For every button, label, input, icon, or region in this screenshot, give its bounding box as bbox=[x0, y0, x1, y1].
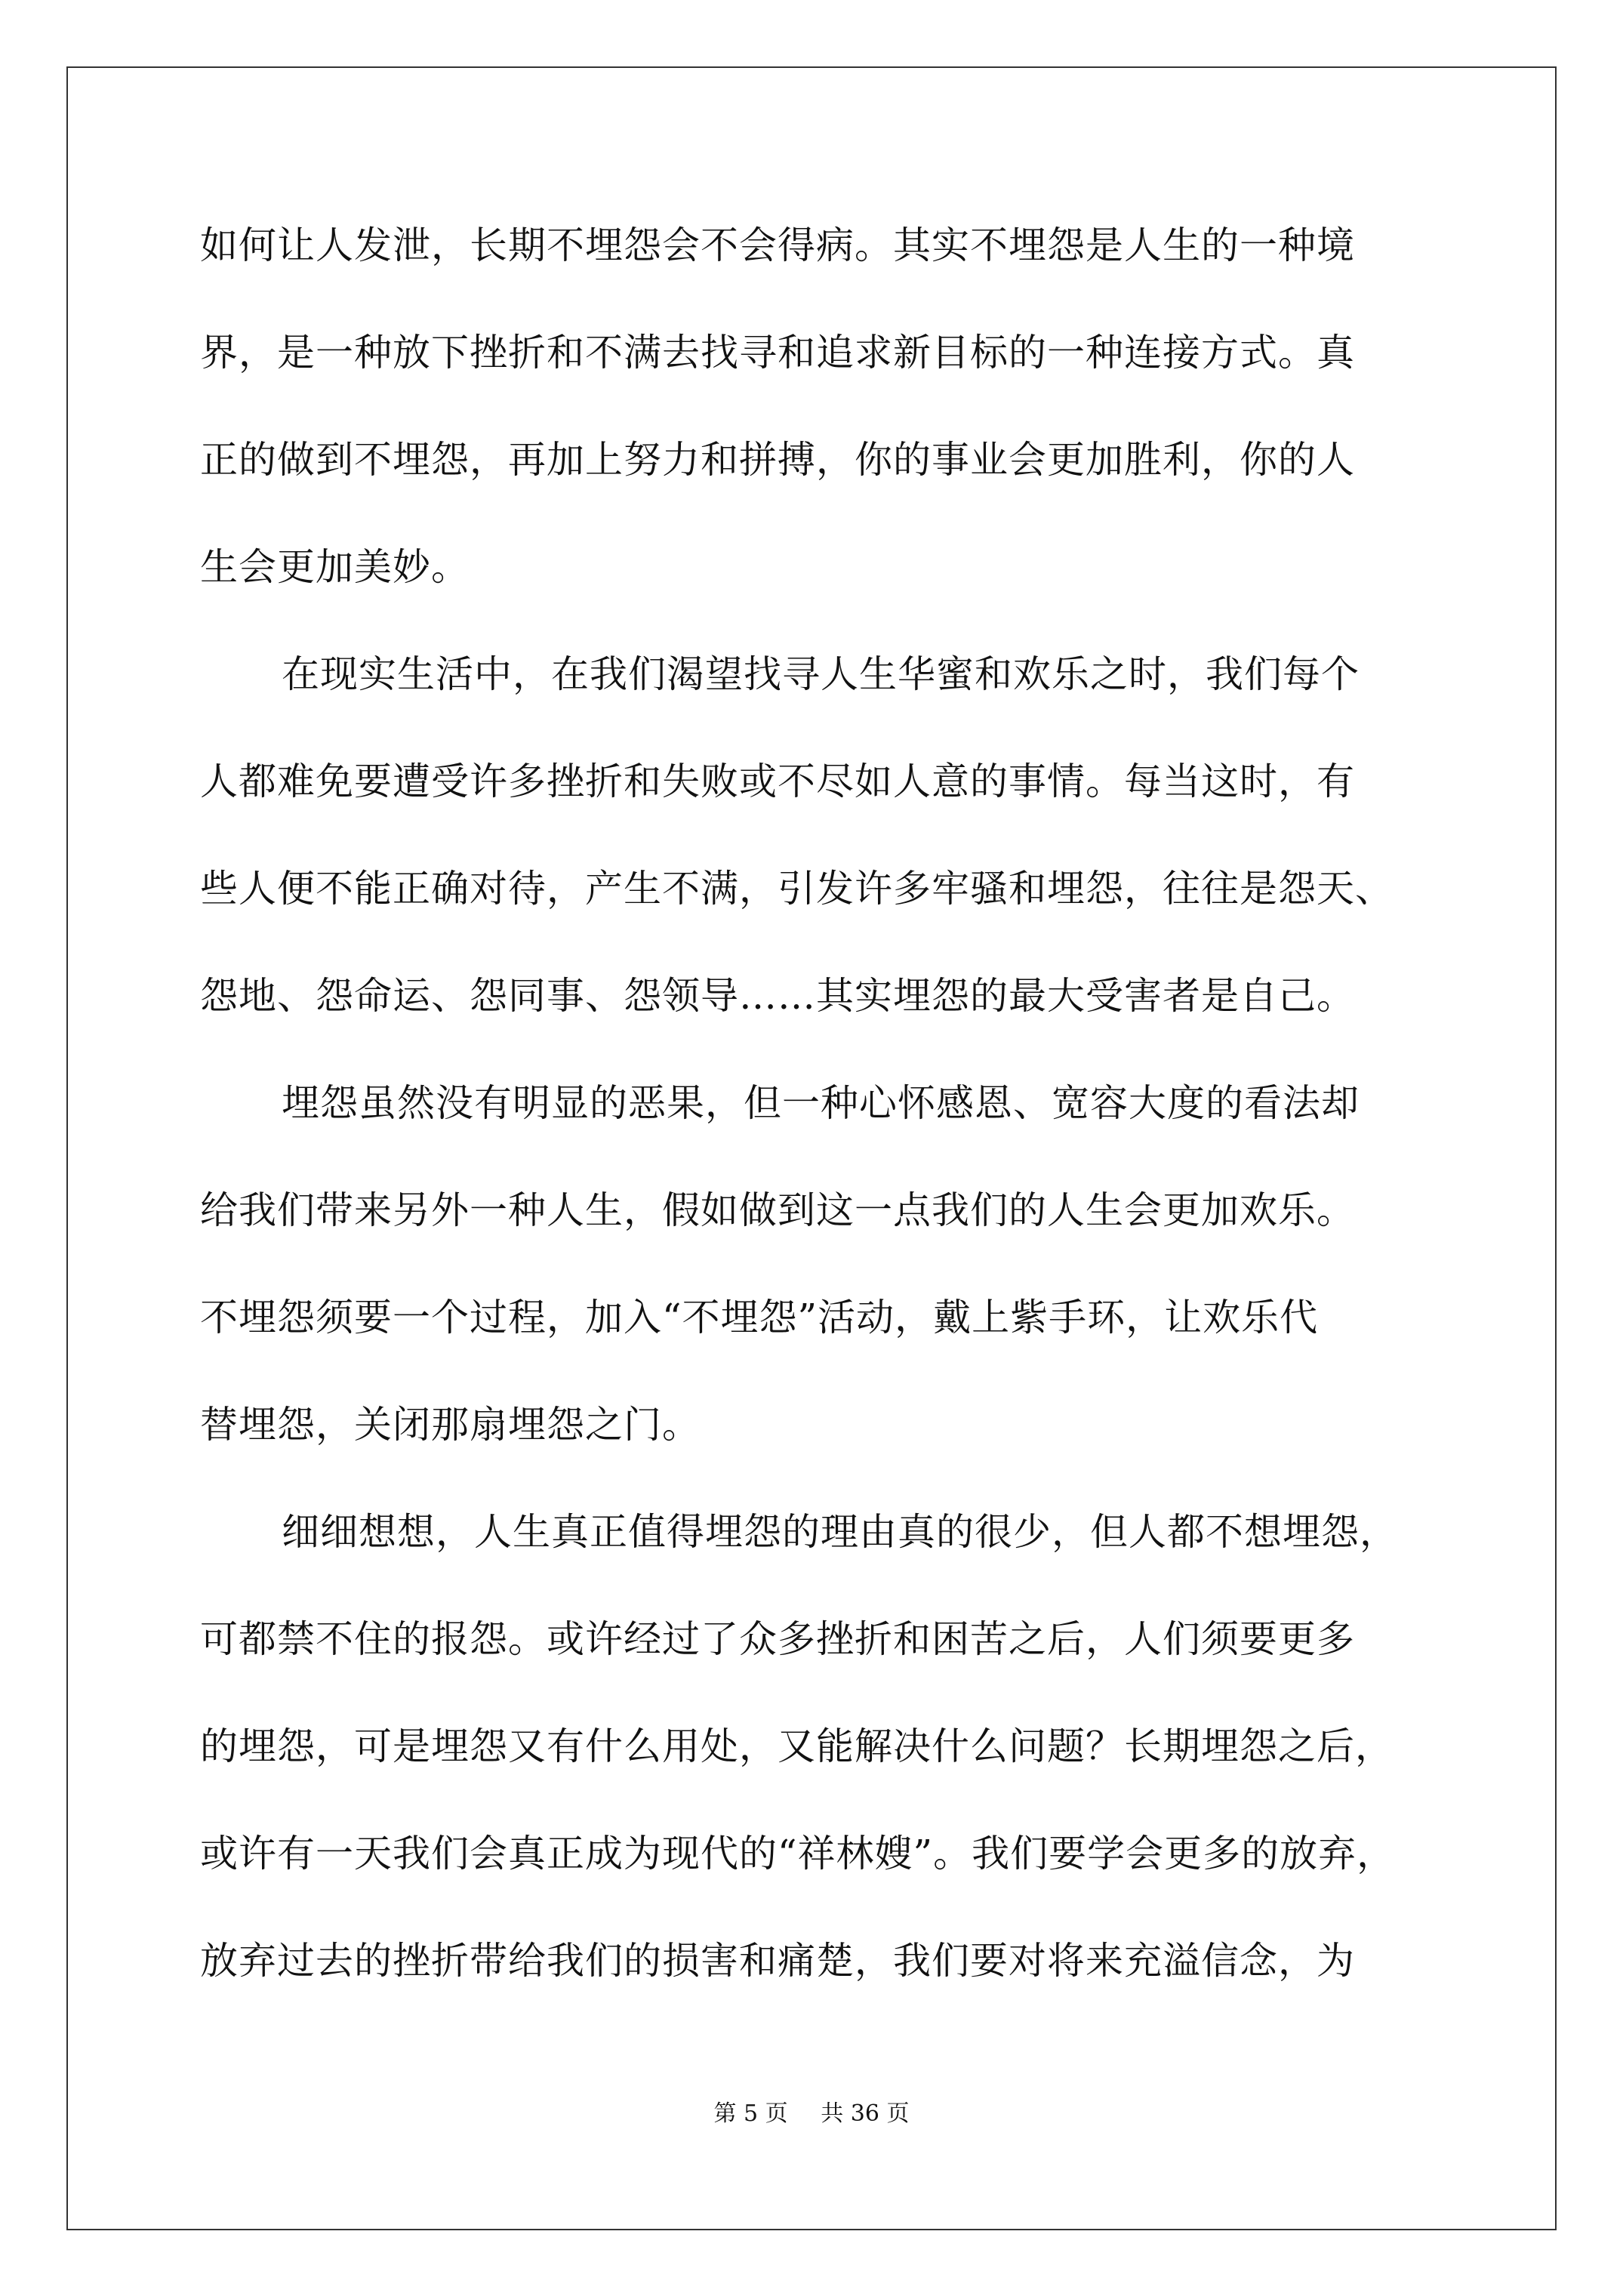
text-line: 怨地、怨命运、怨同事、怨领导……其实埋怨的最大受害者是自己。 bbox=[200, 974, 1355, 1018]
text-line: 些人便不能正确对待，产生不满，引发许多牢骚和埋怨，往往是怨天、 bbox=[200, 867, 1394, 911]
text-line: 可都禁不住的报怨。或许经过了众多挫折和困苦之后，人们须要更多 bbox=[200, 1617, 1355, 1661]
text-line: 或许有一天我们会真正成为现代的“祥林嫂”。我们要学会更多的放弃， bbox=[200, 1832, 1396, 1875]
text-line: 放弃过去的挫折带给我们的损害和痛楚，我们要对将来充溢信念，为 bbox=[200, 1939, 1355, 1983]
page-number: 第 5 页 bbox=[713, 2100, 788, 2127]
text-line: 生会更加美妙。 bbox=[200, 545, 470, 589]
text-line: 不埋怨须要一个过程，加入“不埋怨”活动，戴上紫手环，让欢乐代 bbox=[200, 1296, 1319, 1339]
paragraph-first-line: 埋怨虽然没有明显的恶果，但一种心怀感恩、宽容大度的看法却 bbox=[282, 1081, 1360, 1125]
text-line: 人都难免要遭受许多挫折和失败或不尽如人意的事情。每当这时，有 bbox=[200, 760, 1355, 803]
text-line: 正的做到不埋怨，再加上努力和拼搏，你的事业会更加胜利，你的人 bbox=[200, 438, 1355, 482]
page-total: 共 36 页 bbox=[821, 2100, 910, 2127]
text-line: 替埋怨，关闭那扇埋怨之门。 bbox=[200, 1403, 701, 1447]
page-footer bbox=[0, 2099, 1623, 2129]
text-line: 如何让人发泄，长期不埋怨会不会得病。其实不埋怨是人生的一种境 bbox=[200, 223, 1355, 267]
text-line: 界，是一种放下挫折和不满去找寻和追求新目标的一种连接方式。真 bbox=[200, 331, 1355, 374]
page-frame bbox=[66, 66, 1557, 2230]
paragraph-first-line: 在现实生活中，在我们渴望找寻人生华蜜和欢乐之时，我们每个 bbox=[282, 652, 1360, 696]
paragraph-first-line: 细细想想，人生真正值得埋怨的理由真的很少，但人都不想埋怨， bbox=[282, 1510, 1398, 1554]
text-line: 给我们带来另外一种人生，假如做到这一点我们的人生会更加欢乐。 bbox=[200, 1188, 1355, 1232]
text-line: 的埋怨，可是埋怨又有什么用处，又能解决什么问题？长期埋怨之后， bbox=[200, 1724, 1394, 1768]
